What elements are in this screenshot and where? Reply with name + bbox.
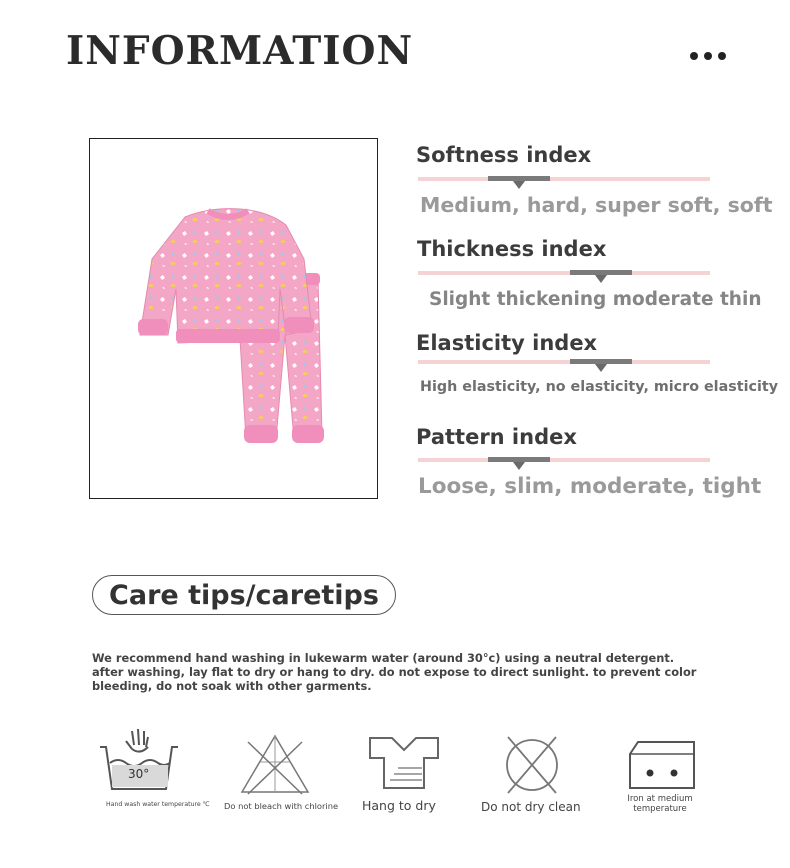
no-bleach-icon [240, 734, 310, 796]
elasticity-index-title: Elasticity index [416, 331, 598, 355]
hand-wash-temperature-badge: 30° [128, 767, 150, 781]
pattern-index-bar [418, 458, 710, 462]
hang-dry-label: Hang to dry [362, 798, 436, 813]
page-title: INFORMATION [66, 28, 414, 74]
pattern-options: Loose, slim, moderate, tight [418, 474, 762, 499]
thickness-pointer-icon [595, 275, 607, 283]
elasticity-index-bar [418, 360, 710, 364]
care-description: We recommend hand washing in lukewarm water (around 30°c) using a neutral detergent. after washing, lay flat to dry or hang to dry. do not expose to direct sunlight. to prevent color bleeding, do not soak with other garments. [92, 651, 697, 693]
hang-dry-icon [368, 736, 440, 790]
hand-wash-label: Hand wash water temperature ℃ [106, 801, 210, 808]
no-bleach-label: Do not bleach with chlorine [224, 801, 339, 811]
hand-wash-icon [98, 727, 180, 795]
thickness-index-title: Thickness index [417, 237, 607, 261]
softness-pointer-icon [513, 181, 525, 189]
no-dry-clean-icon [502, 731, 562, 795]
softness-index-title: Softness index [416, 143, 592, 167]
softness-index-bar [418, 177, 710, 181]
thickness-index-bar [418, 271, 710, 275]
more-dots-icon[interactable] [690, 52, 726, 60]
pattern-index-title: Pattern index [416, 425, 577, 449]
elasticity-pointer-icon [595, 364, 607, 372]
softness-options: Medium, hard, super soft, soft [420, 193, 773, 217]
no-dry-clean-label: Do not dry clean [481, 800, 581, 814]
iron-medium-icon [628, 740, 696, 790]
elasticity-options: High elasticity, no elasticity, micro elasticity [420, 379, 779, 395]
care-tips-heading: Care tips/caretips [92, 575, 396, 615]
pattern-pointer-icon [513, 462, 525, 470]
thickness-options: Slight thickening moderate thin [429, 289, 762, 310]
iron-medium-label: Iron at medium temperature [627, 794, 693, 814]
pajama-illustration [90, 139, 377, 498]
product-image-frame [89, 138, 378, 499]
